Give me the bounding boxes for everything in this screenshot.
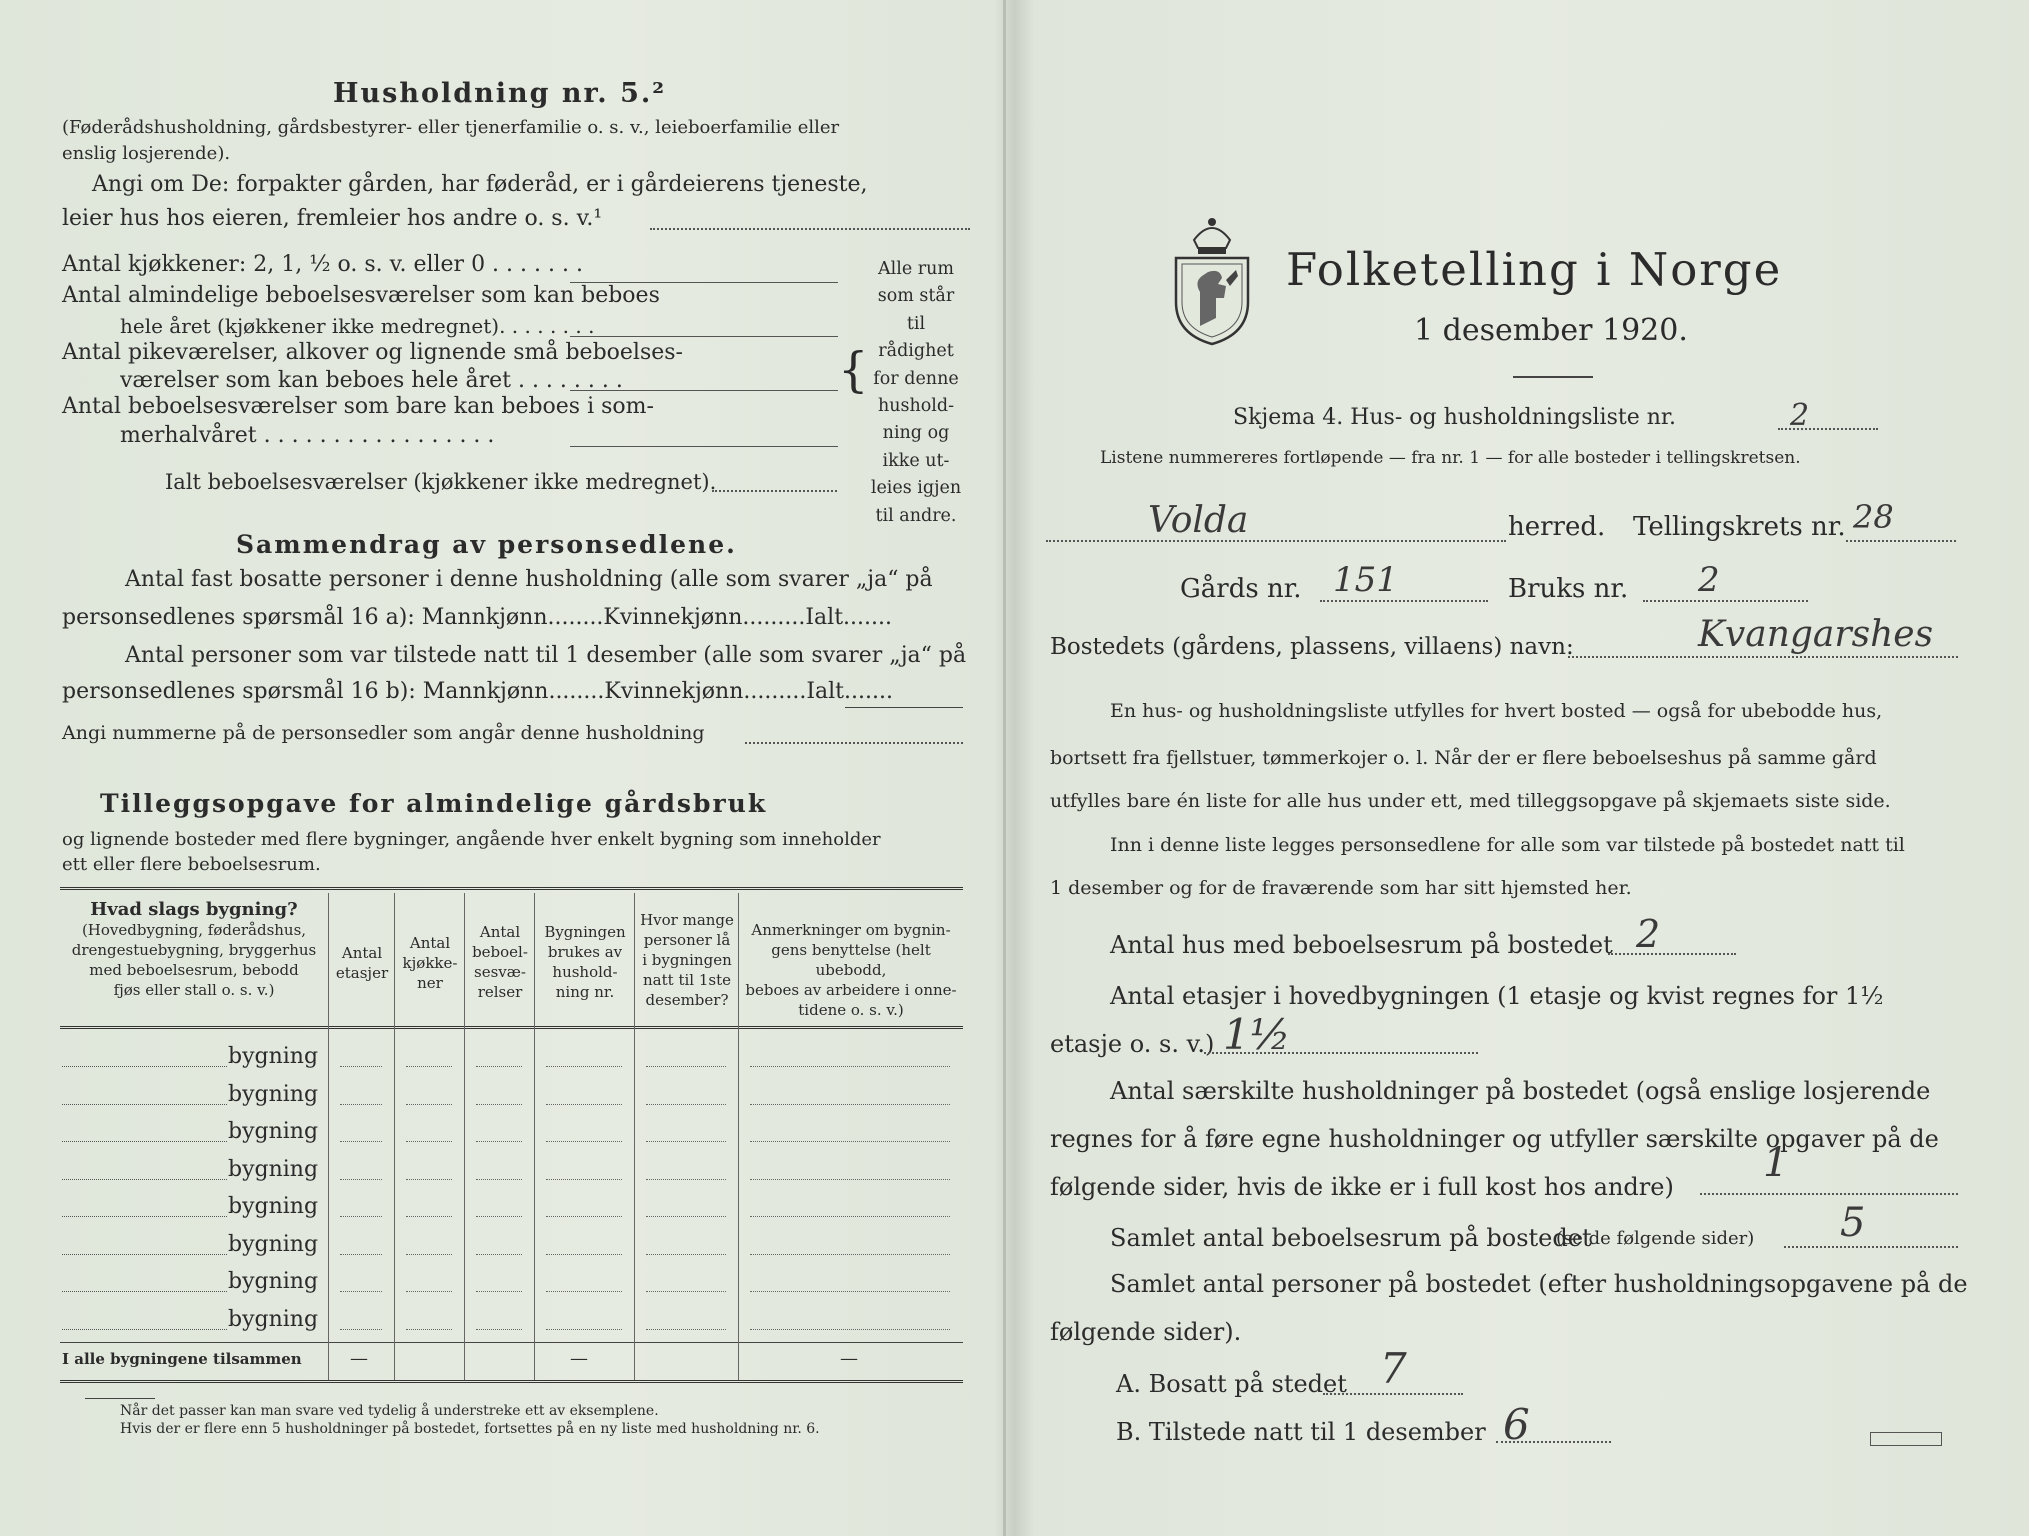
building-row-line [62,1104,227,1105]
skjema-line [1778,428,1878,430]
col-header-line: tidene o. s. v.) [798,1001,904,1019]
tellingskrets-label: Tellingskrets nr. [1633,512,1846,542]
building-row-label: bygning [228,1081,319,1107]
table-top-rule [60,887,963,890]
col-header-line: fjøs eller stall o. s. v.) [113,981,275,999]
building-cell-line [406,1179,452,1180]
col-header-line: drengestuebygning, bryggerhus [71,941,317,959]
intro-line-2: enslig losjerende). [62,143,231,164]
form-date: 1 desember 1920. [1414,313,1688,348]
col-divider [328,893,329,1380]
building-cell-line [340,1254,382,1255]
building-row-line [62,1216,227,1217]
right-page [1008,0,2029,1536]
tilstede-label: B. Tilstede natt til 1 desember [1116,1418,1486,1446]
bosatt-line [1323,1393,1463,1395]
brace-note-line: til andre. [875,505,957,526]
husholdninger-line [1700,1193,1958,1195]
rooms-summer-2: merhalvåret . . . . . . . . . . . . . . . . . [120,423,495,448]
col-header-line: brukes av [547,943,623,961]
col-divider [738,893,739,1380]
samlet-rum-note: (se de følgende sider) [1556,1228,1755,1249]
col-header-line: relser [477,983,523,1001]
husholdninger-line-3: følgende sider, hvis de ikke er i full kost hos andre) [1050,1173,1674,1201]
tilstede-value: 6 [1503,1400,1530,1449]
building-row-label: bygning [228,1231,319,1257]
col-header-line: personer lå [643,931,731,949]
etasjer-value: 1½ [1223,1010,1291,1059]
bosatt-value: 7 [1380,1344,1407,1393]
building-cell-line [646,1254,726,1255]
gards-value: 151 [1333,560,1398,600]
building-cell-line [340,1104,382,1105]
tellingskrets-value: 28 [1853,498,1894,536]
skjema-label: Skjema 4. Hus- og husholdningsliste nr. [1233,405,1676,430]
col-header-line: Anmerkninger om bygnin- [751,921,951,939]
building-cell-line [340,1179,382,1180]
listene-note: Listene nummereres fortløpende — fra nr. 1 — for alle bosteder i tellingskretsen. [1100,448,1801,468]
building-cell-line [406,1329,452,1330]
gards-label: Gårds nr. [1180,574,1302,604]
building-cell-line [546,1179,622,1180]
etasjer-line-1: Antal etasjer i hovedbygningen (1 etasje og kvist regnes for 1½ [1110,982,1884,1010]
building-cell-line [750,1179,950,1180]
col-header-line: ner [417,974,443,992]
total-dash: — [350,1348,368,1369]
building-cell-line [750,1141,950,1142]
col-header-kitchens [396,933,464,993]
instr-2: bortsett fra fjellstuer, tømmerkojer o. l. Når der er flere beboelseshus på samme gård [1050,747,1877,769]
col-divider [394,893,395,1380]
col-header-line: etasjer [335,964,389,982]
etasjer-line-2: etasje o. s. v.) [1050,1030,1215,1058]
building-cell-line [546,1141,622,1142]
bruks-label: Bruks nr. [1508,574,1629,604]
brace-note-line: Alle rum [878,259,954,279]
col-header-line: beboel- [472,943,528,961]
building-cell-line [406,1141,452,1142]
building-cell-line [406,1291,452,1292]
tellingskrets-line [1846,540,1956,542]
bosatt-label: A. Bosatt på stedet [1116,1370,1347,1398]
form-title: Folketelling i Norge [1286,243,1783,296]
gards-line [1320,600,1488,602]
building-cell-line [546,1254,622,1255]
building-cell-line [340,1066,382,1067]
building-row-line [62,1329,227,1330]
building-cell-line [646,1141,726,1142]
col-header-line: desember? [645,991,729,1009]
building-row-label: bygning [228,1306,319,1332]
bosted-value: Kvangarshes [1698,614,1934,655]
building-cell-line [546,1104,622,1105]
building-cell-line [646,1329,726,1330]
col-header-type [62,900,326,1000]
col-header-floors [330,943,394,983]
building-cell-line [546,1216,622,1217]
rooms-answer-line-4 [570,446,838,447]
samlet-personer-line-1: Samlet antal personer på bostedet (efter husholdningsopgavene på de [1110,1270,1968,1298]
col-header-line: med beboelsesrum, bebodd [89,961,299,979]
husholdninger-line-2: regnes for å føre egne husholdninger og utfyller særskilte opgaver på de [1050,1125,1939,1153]
building-row-line [62,1066,227,1067]
building-cell-line [340,1291,382,1292]
title-rule [1513,376,1593,378]
total-dash: — [570,1348,588,1369]
samlet-rum-label: Samlet antal beboelsesrum på bostedet [1110,1224,1592,1252]
tillegg-intro-2: ett eller flere beboelsesrum. [62,854,321,875]
summary-line-4: personsedlenes spørsmål 16 b): Mannkjønn........Kvinnekjønn.........Ialt....... [62,679,893,704]
rooms-total-line [712,490,837,492]
instr-1: En hus- og husholdningsliste utfylles for hvert bosted — også for ubebodde hus, [1110,700,1883,722]
col-header-line: Antal [341,944,383,962]
col-header-rooms [466,922,534,1002]
bosted-line [1568,656,1958,658]
rooms-answer-line-1 [570,282,838,283]
instr-4: Inn i denne liste legges personsedlene for alle som var tilstede på bostedet natt til [1110,834,1905,856]
left-page [0,0,1004,1536]
printer-stamp [1870,1432,1942,1446]
total-dash: — [840,1348,858,1369]
brace-note-line: ning og [882,423,950,444]
col-header-line: i bygningen [642,951,732,969]
col-header-line: kjøkke- [402,954,458,972]
footnote-1: Når det passer kan man svare ved tydelig å understreke ett av eksemplene. [120,1403,659,1419]
samlet-rum-value: 5 [1840,1200,1866,1246]
building-cell-line [406,1066,452,1067]
herred-line [1046,540,1506,542]
col-header-line: Hvor mange [640,911,734,929]
table-total-top-rule [60,1342,963,1343]
col-header-household [536,922,634,1002]
building-cell-line [546,1329,622,1330]
building-cell-line [476,1254,522,1255]
footnote-2: Hvis der er flere enn 5 husholdninger på bostedet, fortsettes på en ny liste med husholdning nr. 6. [120,1421,820,1437]
table-header-rule [60,1026,963,1029]
col-header-line: beboes av arbeidere i onne- [745,981,957,999]
building-cell-line [750,1254,950,1255]
building-cell-line [340,1329,382,1330]
rooms-maids: Antal pikeværelser, alkover og lignende små beboelses- [62,340,683,365]
col-header-line: Antal [409,934,451,952]
building-cell-line [476,1216,522,1217]
building-cell-line [750,1216,950,1217]
samlet-rum-line [1784,1246,1958,1248]
herred-value: Volda [1148,500,1249,541]
building-cell-line [476,1291,522,1292]
building-row-label: bygning [228,1269,319,1294]
building-cell-line [646,1216,726,1217]
building-cell-line [406,1104,452,1105]
building-row-label: bygning [228,1156,319,1182]
rooms-answer-line-3 [570,390,838,391]
building-cell-line [476,1179,522,1180]
building-cell-line [476,1141,522,1142]
brace-note-line: ikke ut- [882,450,950,471]
col-header-line: natt til 1ste [643,971,731,989]
angi-answer-line [650,228,970,230]
antal-hus-value: 2 [1636,912,1661,956]
col-header-line: ning nr. [555,983,615,1001]
col-header-line: (Hovedbygning, føderådshus, [81,921,307,939]
building-row-line [62,1291,227,1292]
building-cell-line [646,1291,726,1292]
brace-note-line: som står til [877,286,955,334]
instr-3: utfylles bare én liste for alle hus under ett, med tilleggsopgave på skjemaets siste side. [1050,790,1891,812]
building-cell-line [646,1104,726,1105]
rooms-ordinary: Antal almindelige beboelsesværelser som kan beboes [62,283,660,308]
etasjer-line [1204,1052,1478,1054]
rooms-total: Ialt beboelsesværelser (kjøkkener ikke medregnet). [165,470,717,494]
table-bottom-rule [60,1380,963,1383]
summary-total-underline [845,707,963,708]
building-cell-line [646,1066,726,1067]
building-cell-line [750,1329,950,1330]
building-row-label: bygning [228,1119,319,1144]
herred-label: herred. [1508,512,1606,542]
instr-5: 1 desember og for de fraværende som har sitt hjemsted her. [1050,877,1632,899]
building-cell-line [340,1216,382,1217]
bruks-line [1643,600,1808,602]
col-header-line: Hvad slags bygning? [90,899,298,920]
rooms-summer: Antal beboelsesværelser som bare kan beboes i som- [62,394,654,419]
brace-note-line: leies igjen [870,478,962,499]
building-row-label: bygning [228,1044,319,1069]
norway-coat-of-arms-icon [1164,206,1260,346]
building-cell-line [406,1216,452,1217]
husholdninger-line-1: Antal særskilte husholdninger på bostedet (også enslige losjerende [1110,1077,1931,1105]
rooms-ordinary-2: hele året (kjøkkener ikke medregnet). . . . . . . . [120,314,595,338]
antal-hus-line [1608,953,1736,955]
building-cell-line [546,1066,622,1067]
summary-line-1: Antal fast bosatte personer i denne husholdning (alle som svarer „ja“ på [125,567,933,592]
bosted-label: Bostedets (gårdens, plassens, villaens) navn: [1050,634,1574,660]
brace: { [838,342,869,398]
household-title: Husholdning nr. 5.² [333,78,667,109]
col-header-persons [636,910,738,1010]
brace-note-line: for denne [873,368,959,389]
tillegg-title: Tilleggsopgave for almindelige gårdsbruk [100,789,768,818]
building-cell-line [476,1329,522,1330]
angi-line-1: Angi om De: forpakter gården, har føderåd, er i gårdeierens tjeneste, [92,172,868,197]
building-cell-line [476,1104,522,1105]
summary-title: Sammendrag av personsedlene. [236,530,737,559]
col-header-line: hushold- [552,963,618,981]
building-cell-line [340,1141,382,1142]
building-row-line [62,1179,227,1180]
samlet-personer-line-2: følgende sider). [1050,1318,1242,1346]
brace-note-line: hushold- [877,396,955,417]
col-header-line: Antal [479,923,521,941]
col-header-line: gens benyttelse (helt ubebodd, [771,941,931,979]
building-cell-line [476,1066,522,1067]
building-cell-line [406,1254,452,1255]
col-header-line: Bygningen [544,923,626,941]
col-header-line: sesvæ- [474,963,526,981]
col-divider [534,893,535,1380]
tillegg-intro-1: og lignende bosteder med flere bygninger, angående hver enkelt bygning som inneholder [62,829,881,850]
bruks-value: 2 [1698,560,1720,600]
col-divider [634,893,635,1380]
rooms-answer-line-2 [570,336,838,337]
building-row-line [62,1141,227,1142]
building-cell-line [546,1291,622,1292]
angi-nummer-line [745,742,963,744]
summary-line-2: personsedlenes spørsmål 16 a): Mannkjønn........Kvinnekjønn.........Ialt....... [62,605,892,630]
total-label: I alle bygningene tilsammen [62,1350,302,1368]
skjema-value: 2 [1790,398,1810,433]
building-cell-line [750,1291,950,1292]
brace-note-line: rådighet [878,341,954,362]
tilstede-line [1496,1441,1611,1443]
rooms-maids-2: værelser som kan beboes hele året . . . . . . . . [120,368,623,393]
col-divider [464,893,465,1380]
intro-line-1: (Føderådshusholdning, gårdsbestyrer- eller tjenerfamilie o. s. v., leieboerfamilie eller [62,117,840,138]
rooms-kitchens: Antal kjøkkener: 2, 1, ½ o. s. v. eller 0 . . . . . . . [62,252,583,277]
angi-nummer: Angi nummerne på de personsedler som angår denne husholdning [62,722,705,744]
husholdninger-value: 1 [1763,1140,1789,1186]
building-cell-line [750,1104,950,1105]
col-header-remarks [740,920,962,1020]
building-row-line [62,1254,227,1255]
angi-line-2: leier hus hos eieren, fremleier hos andre o. s. v.¹ [62,206,603,231]
brace-note [866,256,966,530]
summary-line-3: Antal personer som var tilstede natt til 1 desember (alle som svarer „ja“ på [125,643,967,668]
building-cell-line [750,1066,950,1067]
building-cell-line [646,1179,726,1180]
building-row-label: bygning [228,1194,319,1219]
footnote-rule [85,1398,155,1399]
antal-hus-label: Antal hus med beboelsesrum på bostedet [1110,931,1613,959]
